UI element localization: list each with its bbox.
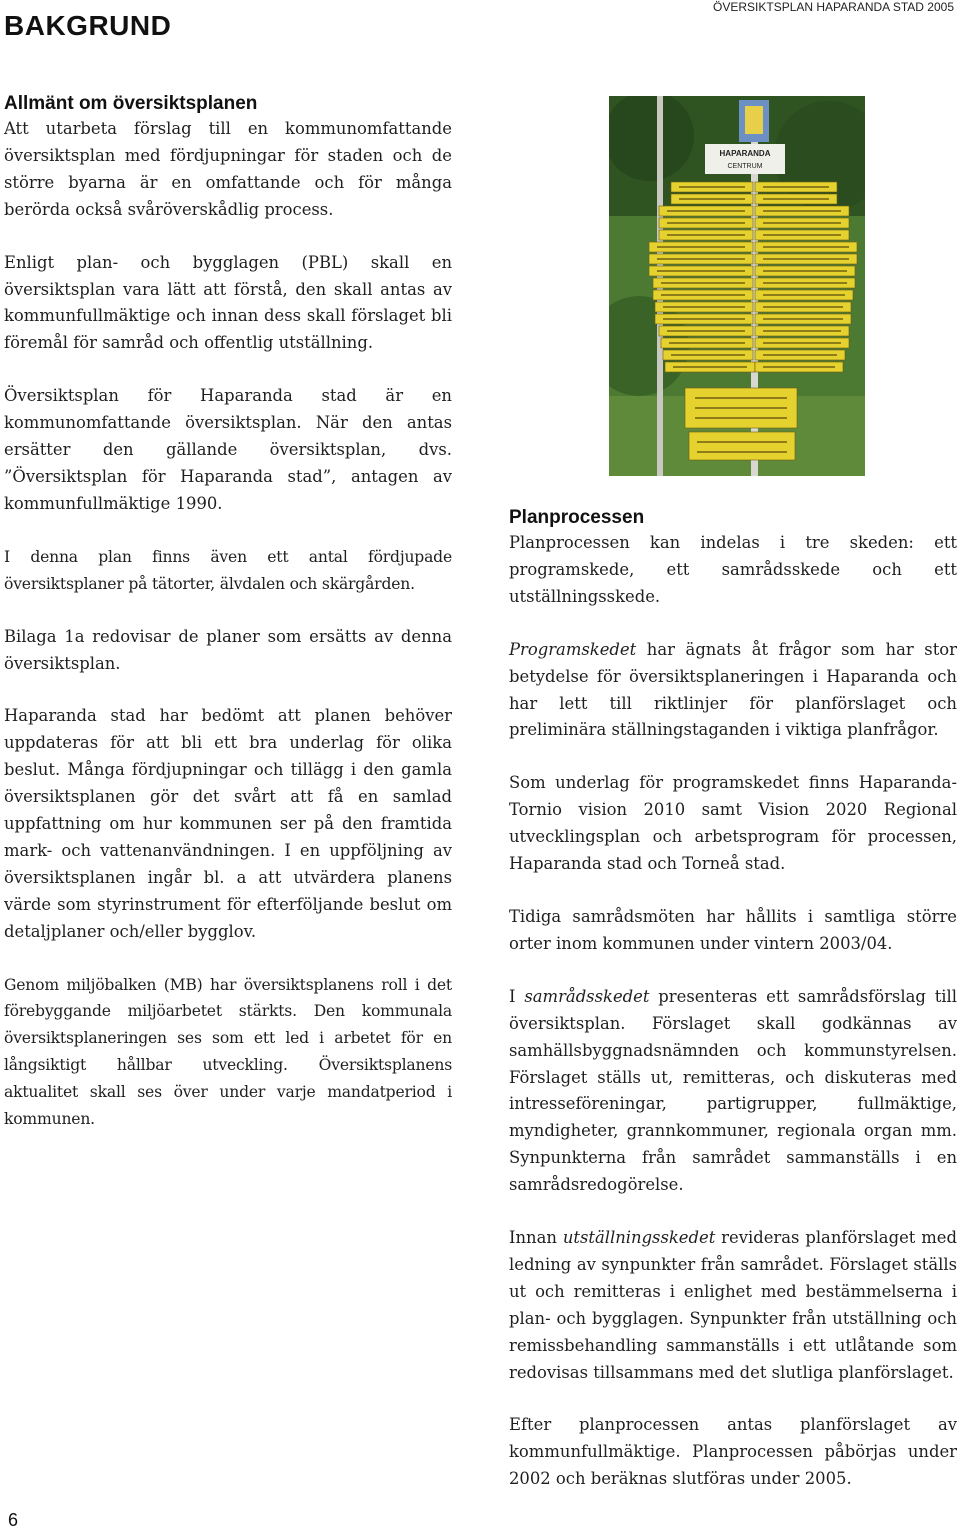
running-head: ÖVERSIKTSPLAN HAPARANDA STAD 2005 <box>713 0 954 14</box>
page-number: 6 <box>8 1510 19 1530</box>
paragraph: Programskedet har ägnats åt frågor som har stor betydelse för översiktsplaneringen i Haparanda och har lett till riktlinjer för planförslaget och preliminära ställningstaganden i viktiga planfrågor. <box>509 639 957 740</box>
left-column <box>4 92 452 1159</box>
emphasis-utstallningsskedet: utställningsskedet <box>562 1228 716 1248</box>
section-title: BAKGRUND <box>4 10 172 41</box>
signpost-photo <box>609 96 865 476</box>
paragraph: Efter planprocessen antas planförslaget av kommunfullmäktige. Planprocessen påbörjas under 2002 och beräknas slutföras under 2005. <box>509 1415 957 1489</box>
right-column <box>509 506 957 1519</box>
paragraph: Att utarbeta förslag till en kommunomfattande översiktsplan med fördjupningar för staden och de större byarna är en omfattande och för många berörda också svåröverskådlig process. <box>4 119 452 219</box>
sign-subtitle: CENTRUM <box>727 163 763 170</box>
heading-planprocessen: Planprocessen <box>509 507 645 528</box>
paragraph: Planprocessen kan indelas i tre skeden: ett programskede, ett samrådsskede och ett utställningsskede. <box>509 533 957 606</box>
paragraph: I denna plan finns även ett antal fördjupade översiktsplaner på tätorter, älvdalen och skärgården. <box>4 547 452 593</box>
paragraph: Innan utställningsskedet revideras planförslaget med ledning av synpunkter från samrådet. Förslaget ställs ut och remitteras i enlighet med bestämmelserna i plan- och bygglagen. Synpunkter från utställning och remissbehandling sammanställs i ett utlåtande som redovisas tillsammans med det slutliga planförslaget. <box>509 1228 957 1382</box>
emphasis-programskedet: Programskedet <box>509 639 637 659</box>
paragraph: Översiktsplan för Haparanda stad är en kommunomfattande översiktsplan. När den antas ersätter den gällande översiktsplan, dvs. ”Översiktsplan för Haparanda stad”, antagen av kommunfullmäktige 1990. <box>4 386 452 513</box>
paragraph: Enligt plan- och bygglagen (PBL) skall en översiktsplan vara lätt att förstå, den skall antas av kommunfullmäktige och innan dess skall förslaget bli föremål för samråd och offentlig utställning. <box>4 252 452 353</box>
sign-title: HAPARANDA <box>719 149 771 158</box>
paragraph: Genom miljöbalken (MB) har översiktsplanens roll i det förebyggande miljöarbetet stärkts. Den kommunala översiktsplaneringen ses som ett led i arbetet för en långsiktigt hållbar utveckling. Översiktsplanens aktualitet skall ses över under varje mandatperiod i kommunen. <box>4 975 452 1129</box>
paragraph: Tidiga samrådsmöten har hållits i samtliga större orter inom kommunen under vintern 2003/04. <box>509 906 957 953</box>
paragraph: Haparanda stad har bedömt att planen behöver uppdateras för att bli ett bra underlag för olika beslut. Många fördjupningar och tillägg i den gamla översiktsplanen gör det svårt att få en samlad uppfattning om hur kommunen ser på den framtida mark- och vattenanvändningen. I en uppföljning av översiktsplanen ingår bl. a att utvärdera planens värde som styrinstrument för efterföljande beslut om detaljplaner och/eller bygglov. <box>4 706 452 941</box>
heading-allmant: Allmänt om översiktsplanen <box>4 93 258 114</box>
paragraph: Som underlag för programskedet finns Haparanda-Tornio vision 2010 samt Vision 2020 Regional utvecklingsplan och arbetsprogram för processen, Haparanda stad och Torneå stad. <box>509 773 957 874</box>
paragraph: I samrådsskedet presenteras ett samrådsförslag till översiktsplan. Förslaget skall godkännas av samhällsbyggnadsnämnden och kommunstyrelsen. Förslaget ställs ut, remitteras, och diskuteras med intresseföreningar, partigrupper, fullmäktige, myndigheter, grannkommuner, regionala organ mm. Synpunkterna från samrådet sammanställs i en samrådsredogörelse. <box>509 986 958 1195</box>
emphasis-samradsskedet: samrådsskedet <box>524 986 650 1006</box>
paragraph: Bilaga 1a redovisar de planer som ersätts av denna översiktsplan. <box>4 626 452 673</box>
